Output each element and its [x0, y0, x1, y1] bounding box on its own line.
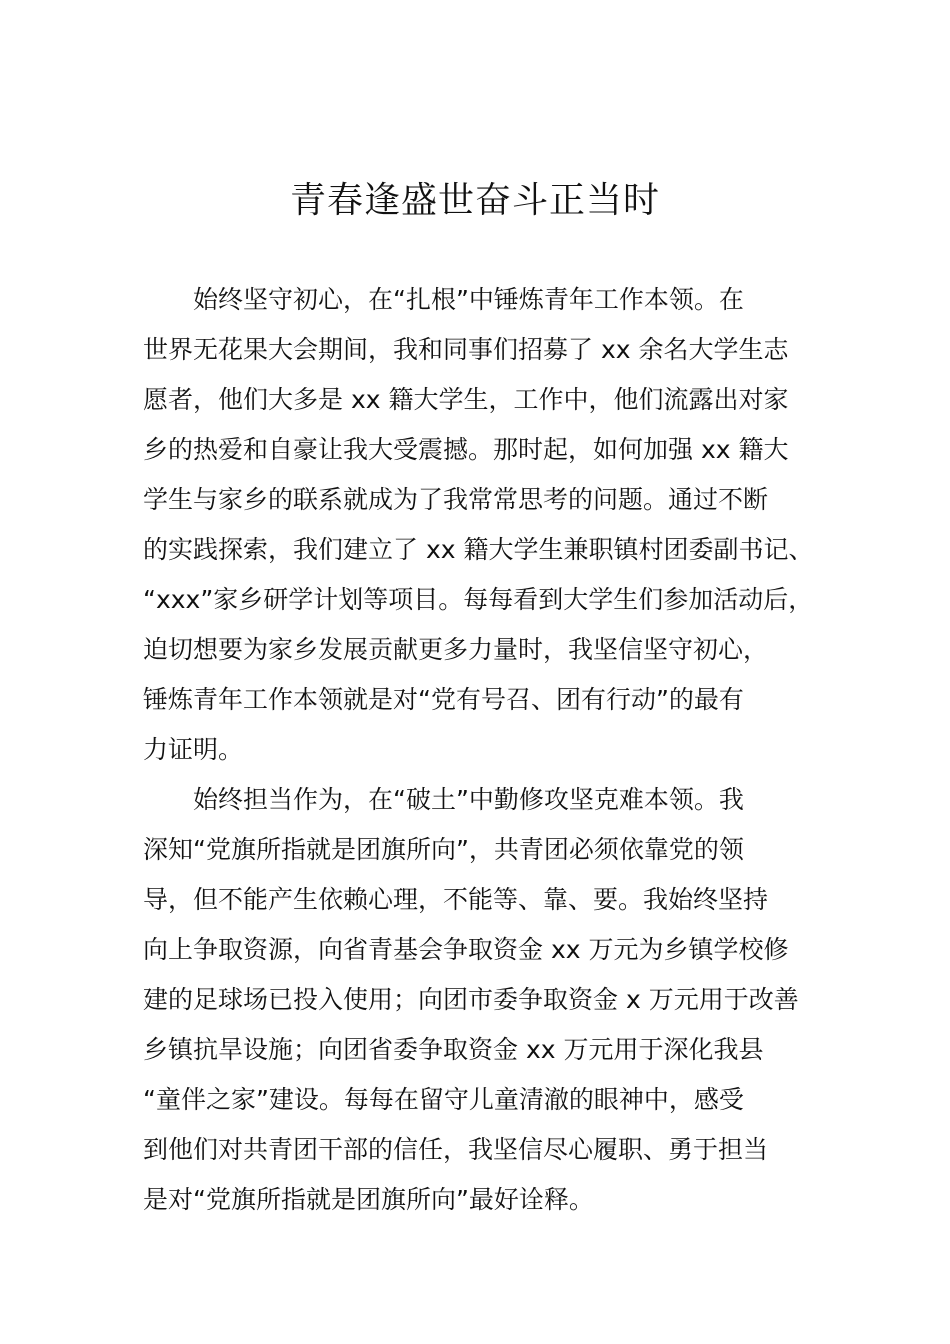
text-line: 乡镇抗旱设施；向团省委争取资金 xx 万元用于深化我县: [143, 1035, 764, 1064]
text-line: 深知“党旗所指就是团旗所向”，共青团必须依靠党的领: [143, 835, 744, 864]
text-line: 是对“党旗所指就是团旗所向”最好诠释。: [143, 1185, 594, 1214]
text-line: 始终坚守初心，在“扎根”中锤炼青年工作本领。在: [193, 285, 744, 314]
text-line: 学生与家乡的联系就成为了我常常思考的问题。通过不断: [143, 485, 769, 514]
text-line: 向上争取资源，向省青基会争取资金 xx 万元为乡镇学校修: [143, 935, 789, 964]
text-line: 到他们对共青团干部的信任，我坚信尽心履职、勇于担当: [143, 1135, 769, 1164]
document-body: [143, 275, 843, 1225]
paragraph-1: [143, 275, 843, 775]
document-title: 青春逢盛世奋斗正当时: [289, 180, 660, 221]
text-line: 乡的热爱和自豪让我大受震撼。那时起，如何加强 xx 籍大: [143, 435, 789, 464]
text-line: 力证明。: [143, 735, 244, 764]
text-line: “xxx”家乡研学计划等项目。每每看到大学生们参加活动后，: [143, 585, 814, 614]
text-line: 建的足球场已投入使用；向团市委争取资金 x 万元用于改善: [143, 985, 799, 1014]
paragraph-2: [143, 775, 843, 1225]
text-line: 导，但不能产生依赖心理，不能等、靠、要。我始终坚持: [143, 885, 769, 914]
text-line: 始终担当作为，在“破土”中勤修攻坚克难本领。我: [193, 785, 744, 814]
text-line: “童伴之家”建设。每每在留守儿童清澈的眼神中，感受: [143, 1085, 744, 1114]
text-line: 的实践探索，我们建立了 xx 籍大学生兼职镇村团委副书记、: [143, 535, 814, 564]
text-line: 愿者，他们大多是 xx 籍大学生，工作中，他们流露出对家: [143, 385, 789, 414]
text-line: 世界无花果大会期间，我和同事们招募了 xx 余名大学生志: [143, 335, 789, 364]
text-line: 迫切想要为家乡发展贡献更多力量时，我坚信坚守初心，: [143, 635, 769, 664]
text-line: 锤炼青年工作本领就是对“党有号召、团有行动”的最有: [143, 685, 744, 714]
